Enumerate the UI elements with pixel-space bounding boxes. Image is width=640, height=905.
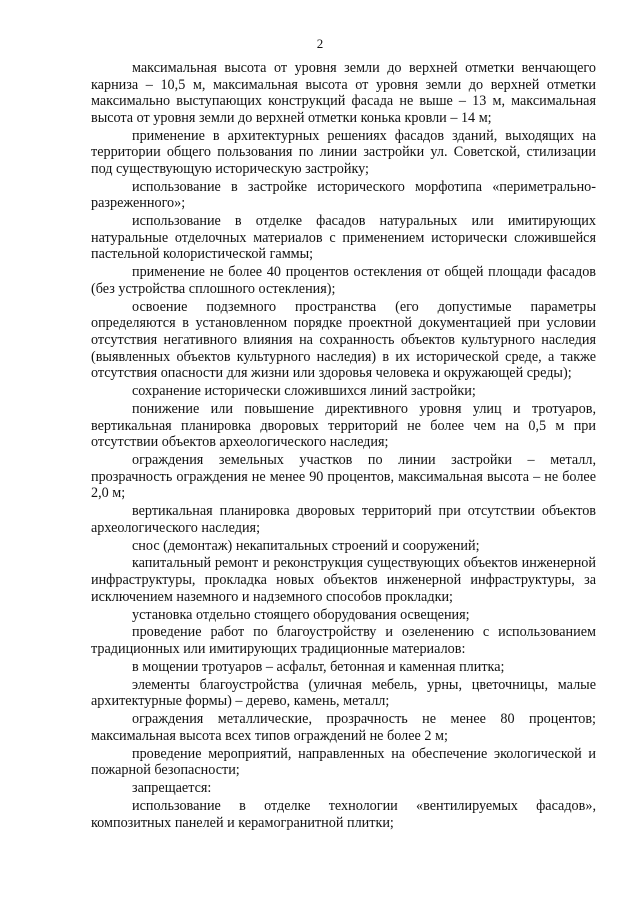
paragraph-landscaping: проведение работ по благоустройству и озеленению с использованием традиционных или имитирующих традиционные материалов: <box>91 624 596 658</box>
document-body <box>91 60 596 833</box>
paragraph-paving: в мощении тротуаров – асфальт, бетонная и каменная плитка; <box>132 658 505 675</box>
paragraph-lighting: установка отдельно стоящего оборудования освещения; <box>132 606 470 623</box>
paragraph-facade-stylization: применение в архитектурных решениях фасадов зданий, выходящих на территории общего пользования по линии застройки ул. Советской, стилизации под существующую историческую застройку; <box>91 127 596 177</box>
paragraph-vertical-planning: вертикальная планировка дворовых территорий при отсутствии объектов археологического наследия; <box>91 503 596 536</box>
paragraph-metal-fencing: ограждения металлические, прозрачность не менее 80 процентов; максимальная высота всех типов ограждений не более 2 м; <box>91 711 596 744</box>
paragraph-safety-measures: проведение мероприятий, направленных на обеспечение экологической и пожарной безопасности; <box>91 745 596 779</box>
paragraph-demolition: снос (демонтаж) некапитальных строений и сооружений; <box>132 537 480 554</box>
paragraph-prohibited-facades: использование в отделке технологии «вентилируемых фасадов», композитных панелей и керамогранитной плитки; <box>91 798 596 831</box>
paragraph-street-furniture: элементы благоустройства (уличная мебель, урны, цветочницы, малые архитектурные формы) – дерево, камень, металл; <box>91 676 596 710</box>
paragraph-morphotype: использование в застройке исторического морфотипа «периметрально-разреженного»; <box>91 178 596 212</box>
paragraph-glazing: применение не более 40 процентов остекления от общей площади фасадов (без устройства сплошного остекления); <box>91 264 596 297</box>
paragraph-max-height: максимальная высота от уровня земли до верхней отметки венчающего карниза – 10,5 м, максимальная высота от уровня земли до верхней отметки максимально выступающих конструкций фасада не выше – 13 м, максимальная высота от уровня земли до верхней отметки конька кровли – 14 м; <box>91 60 596 126</box>
paragraph-engineering-infrastructure: капитальный ремонт и реконструкция существующих объектов инженерной инфраструктуры, прокладка новых объектов инженерной инфраструктуры, за исключением наземного и надземного способов прокладки; <box>91 555 596 605</box>
paragraph-facade-materials: использование в отделке фасадов натуральных или имитирующих натуральные отделочных материалов с применением исторически сложившейся пастельной колористической гаммы; <box>91 213 596 263</box>
paragraph-underground-space: освоение подземного пространства (его допустимые параметры определяются в установленном порядке проектной документацией при условии отсутствия негативного влияния на сохранность объектов культурного наследия (выявленных объектов культурного наследия) в их исторической среде, а также отсутствия опасности для жизни или здоровья человека и окружающей среды); <box>91 298 596 382</box>
paragraph-street-level: понижение или повышение директивного уровня улиц и тротуаров, вертикальная планировка дворовых территорий не более чем на 0,5 м при отсутствии объектов археологического наследия; <box>91 400 596 451</box>
page-number: 2 <box>316 36 324 51</box>
paragraph-prohibited-heading: запрещается: <box>132 780 212 797</box>
paragraph-plot-fencing: ограждения земельных участков по линии застройки – металл, прозрачность ограждения не менее 90 процентов, максимальная высота – не более 2,0 м; <box>91 452 596 502</box>
paragraph-building-lines: сохранение исторически сложившихся линий застройки; <box>132 383 476 400</box>
